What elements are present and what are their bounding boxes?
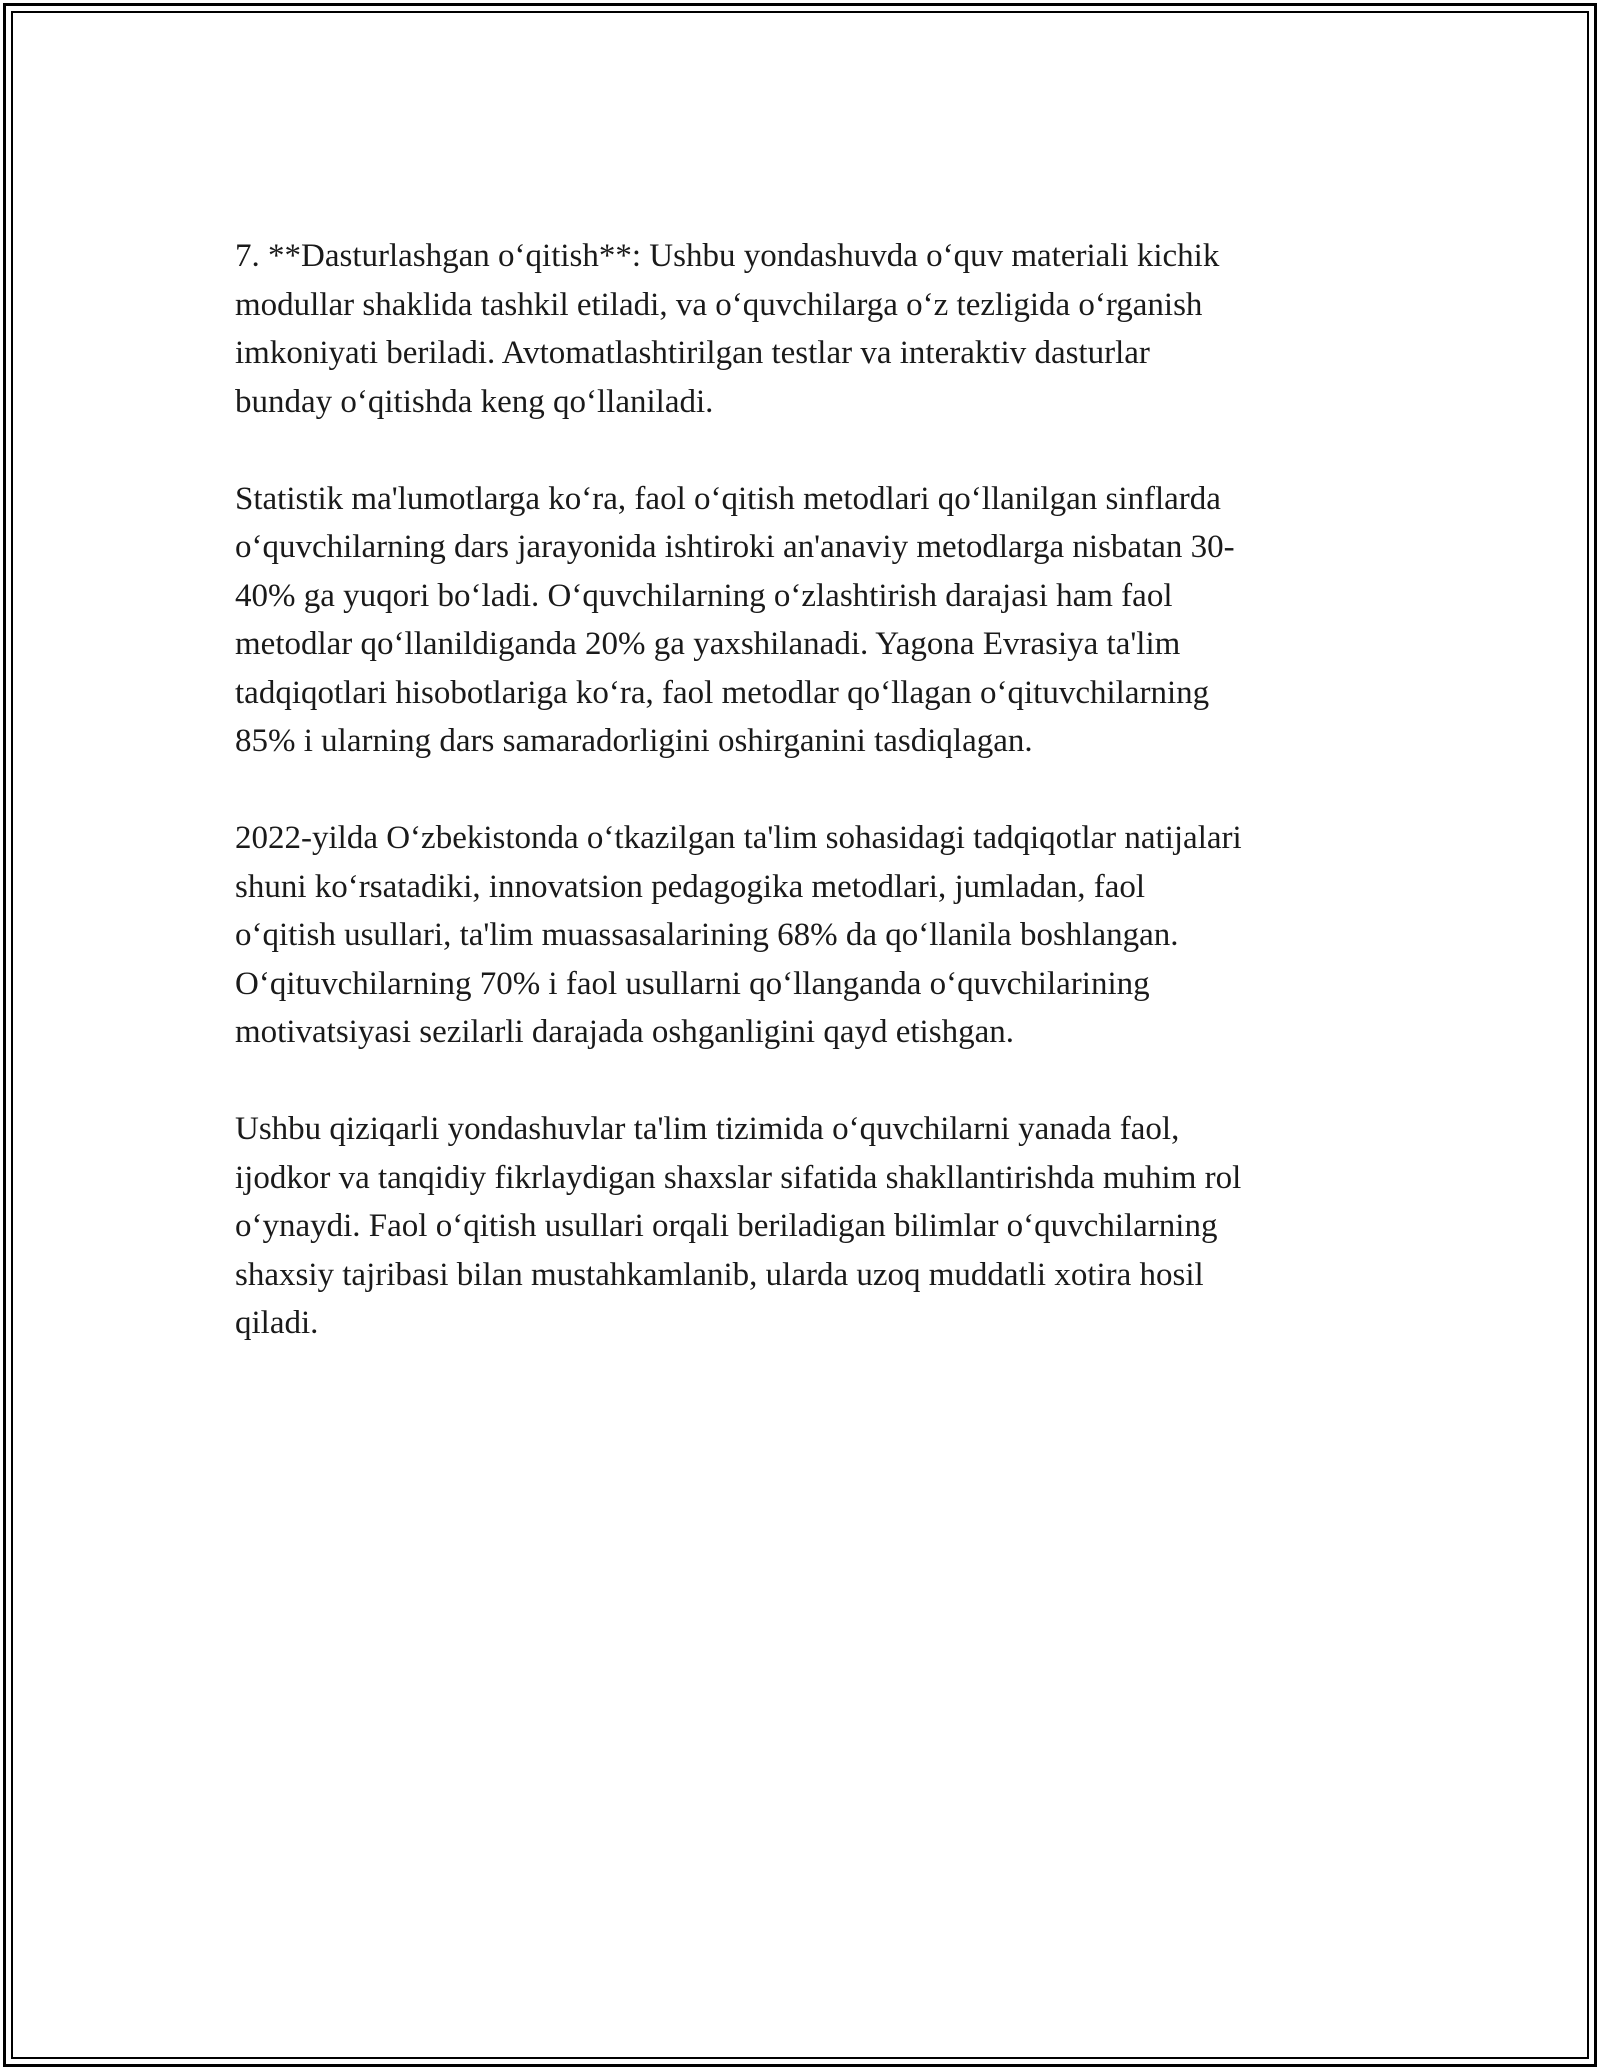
paragraph-programmed-learning: 7. **Dasturlashgan o‘qitish**: Ushbu yondashuvda o‘quv materiali kichik modullar shaklida tashkil etiladi, va o‘quvchilarga o‘z tezligida o‘rganish imkoniyati beriladi. Avtomatlashtirilgan testlar va interaktiv dasturlar bunday o‘qitishda keng qo‘llaniladi. xyxy=(235,238,1220,420)
paragraph-statistics: Statistik ma'lumotlarga ko‘ra, faol o‘qitish metodlari qo‘llanilgan sinflarda o‘quvchilarning dars jarayonida ishtiroki an'anaviy metodlarga nisbatan 30- 40% ga yuqori bo‘ladi. O‘quvchilarning o‘zlashtirish darajasi ham faol metodlar qo‘llanildiganda 20% ga yaxshilanadi. Yagona Evrasiya ta'lim tadqiqotlari hisobotlariga ko‘ra, faol metodlar qo‘llagan o‘qituvchilarning 85% i ularning dars samaradorligini oshirganini tasdiqlagan. xyxy=(235,480,1235,759)
paragraph-uzbekistan-research: 2022-yilda O‘zbekistonda o‘tkazilgan ta'lim sohasidagi tadqiqotlar natijalari shuni ko‘rsatadiki, innovatsion pedagogika metodlari, jumladan, faol o‘qitish usullari, ta'lim muassasalarining 68% da qo‘llanila boshlangan. O‘qituvchilarning 70% i faol usullarni qo‘llanganda o‘quvchilarining motivatsiyasi sezilarli darajada oshganligini qayd etishgan. xyxy=(235,820,1242,1050)
document-body xyxy=(235,232,1365,1396)
paragraph-conclusion: Ushbu qiziqarli yondashuvlar ta'lim tizimida o‘quvchilarni yanada faol, ijodkor va tanqidiy fikrlaydigan shaxslar sifatida shakllantirishda muhim rol o‘ynaydi. Faol o‘qitish usullari orqali beriladigan bilimlar o‘quvchilarning shaxsiy tajribasi bilan mustahkamlanib, ularda uzoq muddatli xotira hosil qiladi. xyxy=(235,1111,1242,1341)
